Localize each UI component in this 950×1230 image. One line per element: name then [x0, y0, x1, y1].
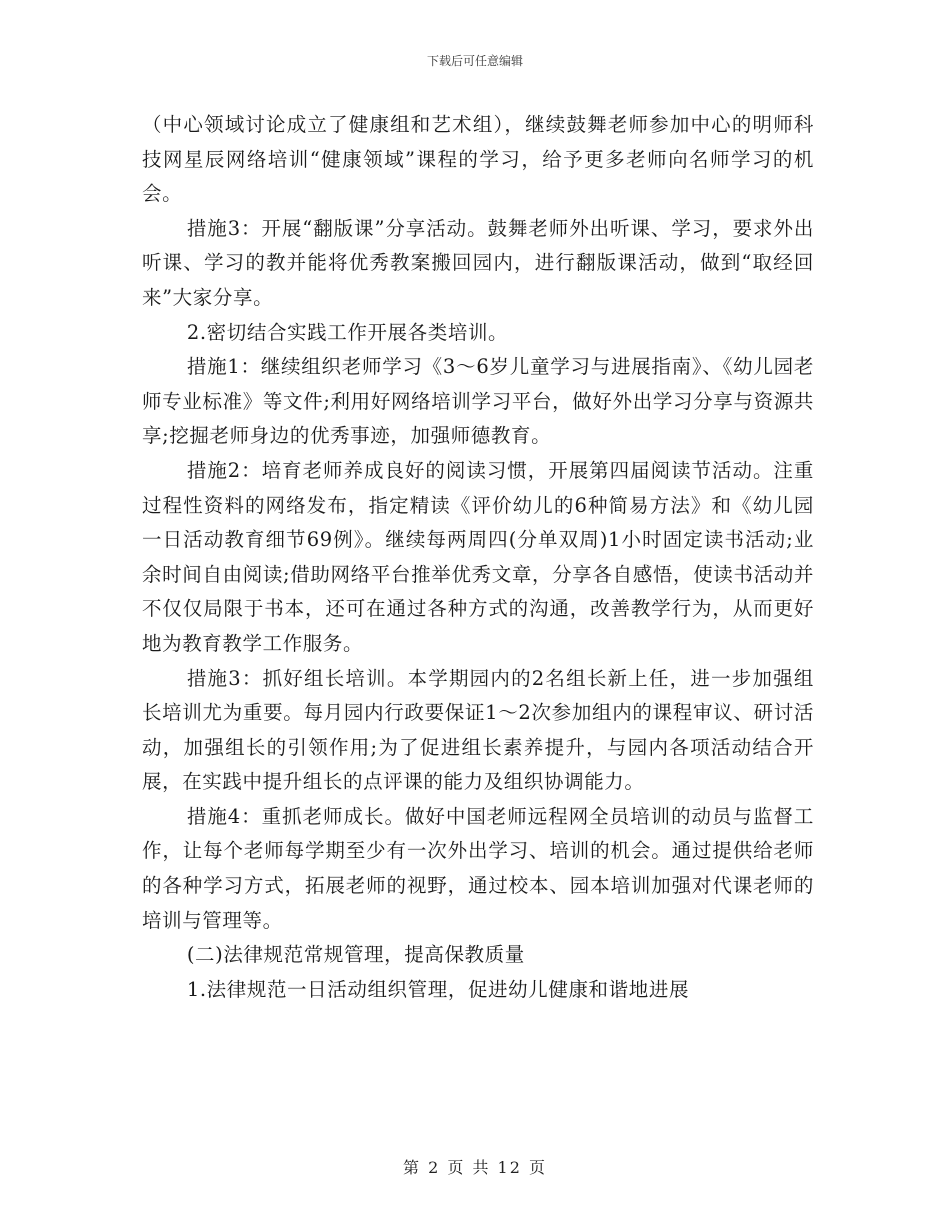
paragraph-2: 措施3：开展“翻版课”分享活动。鼓舞老师外出听课、学习，要求外出听课、学习的教并能将优秀教案搬回园内，进行翻版课活动，做到“取经回来”大家分享。 — [142, 216, 814, 309]
subsection-heading: 1.法律规范一日活动组织管理，促进幼儿健康和谐地进展 — [186, 977, 690, 1001]
document-body — [142, 108, 814, 1007]
paragraph-6: 措施3：抓好组长培训。本学期园内的2名组长新上任，进一步加强组长培训尤为重要。每月园内行政要保证1～2次参加组内的课程审议、研讨活动，加强组长的引领作用;为了促进组长素养提升，与园内各项活动结合开展，在实践中提升组长的点评课的能力及组织协调能力。 — [142, 666, 814, 794]
page-header-note: 下载后可任意编辑 — [426, 54, 523, 68]
page-number: 第 2 页 共 12 页 — [403, 1158, 547, 1177]
paragraph-3: 2.密切结合实践工作开展各类培训。 — [186, 320, 509, 344]
paragraph-5: 措施2：培育老师养成良好的阅读习惯，开展第四届阅读节活动。注重过程性资料的网络发布，指定精读《评价幼儿的6种简易方法》和《幼儿园一日活动教育细节69例》。继续每两周四(分单双周)1小时固定读书活动;业余时间自由阅读;借助网络平台推举优秀文章，分享各自感悟，使读书活动并不仅仅局限于书本，还可在通过各种方式的沟通，改善教学行为，从而更好地为教育教学工作服务。 — [142, 458, 814, 655]
paragraph-4: 措施1：继续组织老师学习《3～6岁儿童学习与进展指南》、《幼儿园老师专业标准》等文件;利用好网络培训学习平台，做好外出学习分享与资源共享;挖掘老师身边的优秀事迹，加强师德教育。 — [142, 355, 814, 448]
section-heading: (二)法律规范常规管理，提高保教质量 — [186, 943, 525, 967]
paragraph-1: （中心领域讨论成立了健康组和艺术组），继续鼓舞老师参加中心的明师科技网星辰网络培训“健康领域”课程的学习，给予更多老师向名师学习的机会。 — [142, 113, 814, 206]
paragraph-7: 措施4：重抓老师成长。做好中国老师远程网全员培训的动员与监督工作，让每个老师每学期至少有一次外出学习、培训的机会。通过提供给老师的各种学习方式，拓展老师的视野，通过校本、园本培训加强对代课老师的培训与管理等。 — [142, 804, 814, 932]
